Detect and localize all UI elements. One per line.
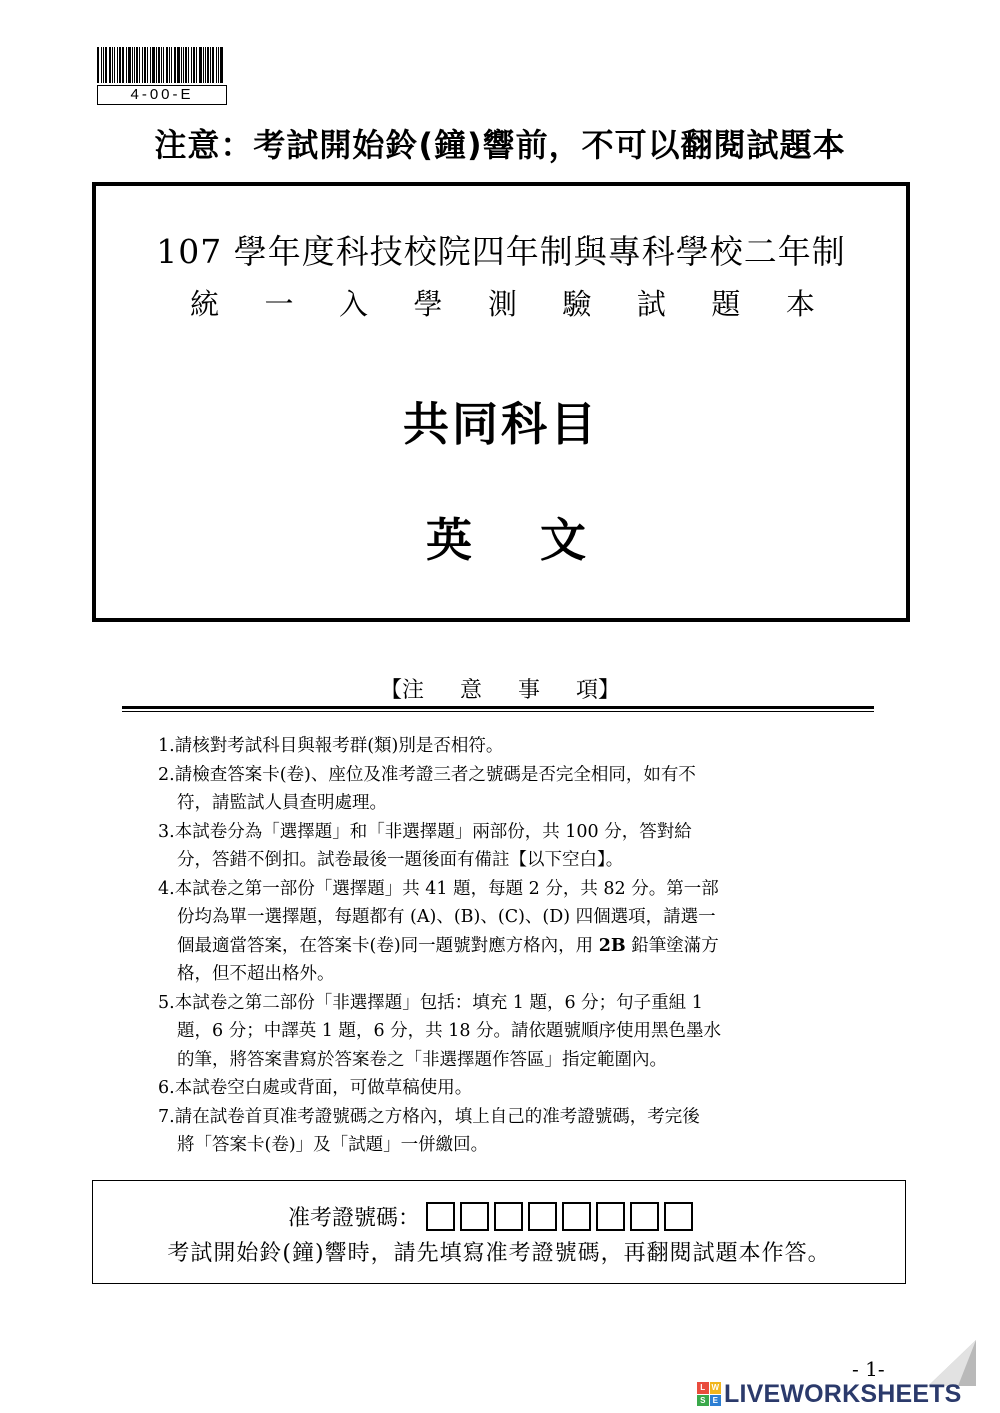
barcode-bar	[114, 47, 115, 83]
barcode-bar	[199, 47, 202, 83]
barcode-bar	[158, 47, 160, 83]
note-line: 4.本試卷之第一部份「選擇題」共 41 題，每題 2 分，共 82 分。第一部	[158, 878, 719, 899]
exam-title-char: 學	[413, 287, 443, 321]
barcode-bar	[122, 47, 124, 83]
barcode-bar	[117, 47, 118, 83]
note-line: 5.本試卷之第二部份「非選擇題」包括：填充 1 題，6 分；句子重組 1	[158, 992, 703, 1013]
notes-list	[158, 732, 842, 1160]
barcode-bar	[191, 47, 192, 83]
exam-title-char: 驗	[562, 287, 592, 321]
barcode-bar	[174, 47, 176, 83]
admission-id-square[interactable]	[426, 1202, 455, 1231]
admission-id-square[interactable]	[562, 1202, 591, 1231]
liveworksheets-icon-letter: S	[697, 1395, 709, 1407]
admission-id-square[interactable]	[528, 1202, 557, 1231]
notes-heading-char: 項】	[575, 678, 620, 703]
liveworksheets-icon-letter: W	[711, 1383, 720, 1392]
note-line: 符，請監試人員查明處理。	[177, 793, 387, 813]
divider-thick	[122, 706, 874, 709]
admission-id-row	[288, 1201, 698, 1231]
exam-title-char: 本	[785, 287, 815, 321]
barcode-bar	[147, 47, 148, 83]
admission-id-box	[92, 1180, 906, 1284]
admission-id-square[interactable]	[494, 1202, 523, 1231]
note-line: 1.請核對考試科目與報考群(類)別是否相符。	[158, 736, 504, 756]
barcode-bar	[101, 47, 102, 83]
exam-title-char: 試	[636, 287, 666, 321]
note-line: 格，但不超出格外。	[177, 964, 335, 984]
warning-top: 注意：考試開始鈴(鐘)響前，不可以翻閱試題本	[154, 126, 846, 164]
barcode-bar	[185, 47, 187, 83]
liveworksheets-icon	[697, 1382, 721, 1406]
liveworksheets-logo[interactable]	[697, 1380, 962, 1408]
barcode-bar	[193, 47, 195, 83]
barcode-bar	[205, 47, 206, 83]
notes-heading-char: 事	[517, 678, 540, 703]
note-line: 份均為單一選擇題，每題都有 (A)、(B)、(C)、(D) 四個選項，請選一	[177, 907, 716, 927]
barcode-bar	[119, 47, 121, 83]
barcode-code: 4-00-E	[97, 85, 227, 105]
barcode-bars	[97, 47, 225, 83]
note-item	[158, 818, 842, 875]
note-line: 個最適當答案，在答案卡(卷)同一題號對應方格內，用 2B 鉛筆塗滿方	[177, 935, 719, 956]
barcode-bar	[112, 47, 113, 83]
exam-title-line1: 107 學年度科技校院四年制與專科學校二年制	[156, 232, 846, 271]
note-line: 3.本試卷分為「選擇題」和「非選擇題」兩部份，共 100 分，答對給	[158, 821, 692, 842]
barcode-bar	[169, 47, 170, 83]
barcode-bar	[183, 47, 184, 83]
notes-heading-char: 意	[459, 678, 482, 703]
barcode-bar	[134, 47, 135, 83]
barcode-bar	[181, 47, 182, 83]
barcode-bar	[166, 47, 168, 83]
admission-id-square[interactable]	[460, 1202, 489, 1231]
note-item	[158, 1074, 842, 1103]
barcode-bar	[203, 47, 204, 83]
admission-id-square[interactable]	[630, 1202, 659, 1231]
barcode-bar	[128, 47, 131, 83]
barcode-bar	[212, 47, 214, 83]
exam-title-char: 統	[190, 287, 220, 321]
exam-title-char: 一	[264, 287, 294, 321]
barcode-bar	[188, 47, 189, 83]
barcode-bar	[126, 47, 127, 83]
notes-heading	[380, 676, 620, 706]
barcode-bar	[139, 47, 140, 83]
note-line: 2.請檢查答案卡(卷)、座位及准考證三者之號碼是否完全相同，如有不	[158, 764, 696, 785]
liveworksheets-text: LIVEWORKSHEETS	[724, 1379, 962, 1408]
barcode-bar	[207, 47, 209, 83]
note-item	[158, 875, 842, 989]
barcode-bar	[132, 47, 133, 83]
divider-thin	[122, 711, 874, 712]
barcode-bar	[103, 47, 104, 83]
admission-id-squares	[426, 1202, 698, 1231]
note-item	[158, 761, 842, 818]
barcode-bar	[218, 47, 219, 83]
admission-id-square[interactable]	[596, 1202, 625, 1231]
barcode-bar	[97, 47, 99, 83]
note-line: 的筆，將答案書寫於答案卷之「非選擇題作答區」指定範圍內。	[177, 1049, 667, 1070]
liveworksheets-icon-letter: E	[710, 1395, 722, 1407]
barcode-bar	[177, 47, 180, 83]
exam-title-char: 測	[487, 287, 517, 321]
course-char: 英	[426, 513, 472, 567]
barcode-bar	[105, 47, 107, 83]
barcode-bar	[144, 47, 146, 83]
barcode-bar	[150, 47, 151, 83]
course-char: 文	[540, 513, 586, 567]
barcode-bar	[142, 47, 143, 83]
exam-title-char: 入	[338, 287, 368, 321]
barcode-bar	[210, 47, 211, 83]
liveworksheets-icon-letter: L	[697, 1382, 709, 1394]
title-box	[92, 182, 910, 622]
note-item	[158, 732, 842, 761]
barcode	[97, 47, 225, 103]
subject-title: 共同科目	[403, 397, 599, 451]
barcode-bar	[152, 47, 155, 83]
notes-heading-char: 【注	[380, 678, 425, 703]
note-line: 分，答錯不倒扣。試卷最後一題後面有備註【以下空白】。	[177, 850, 624, 870]
barcode-bar	[136, 47, 138, 83]
admission-id-instruction: 考試開始鈴(鐘)響時，請先填寫准考證號碼，再翻閱試題本作答。	[167, 1241, 831, 1266]
course-title	[426, 512, 586, 568]
barcode-bar	[109, 47, 112, 83]
barcode-bar	[156, 47, 157, 83]
exam-title-line2	[190, 284, 815, 324]
page-number: - 1-	[852, 1357, 885, 1381]
barcode-bar	[196, 47, 197, 83]
note-line: 6.本試卷空白處或背面，可做草稿使用。	[158, 1078, 473, 1098]
barcode-bar	[216, 47, 217, 83]
barcode-bar	[171, 47, 172, 83]
note-line: 題，6 分；中譯英 1 題，6 分，共 18 分。請依題號順序使用黑色墨水	[177, 1021, 722, 1041]
note-line: 將「答案卡(卷)」及「試題」一併繳回。	[177, 1135, 489, 1155]
note-item	[158, 989, 842, 1075]
note-line: 7.請在試卷首頁准考證號碼之方格內，填上自己的准考證號碼，考完後	[158, 1106, 700, 1127]
admission-id-square[interactable]	[664, 1202, 693, 1231]
admission-id-label: 准考證號碼：	[288, 1205, 421, 1231]
exam-title-char: 題	[711, 287, 741, 321]
barcode-bar	[163, 47, 164, 83]
barcode-bar	[220, 47, 223, 83]
barcode-bar	[161, 47, 162, 83]
note-item	[158, 1103, 842, 1160]
